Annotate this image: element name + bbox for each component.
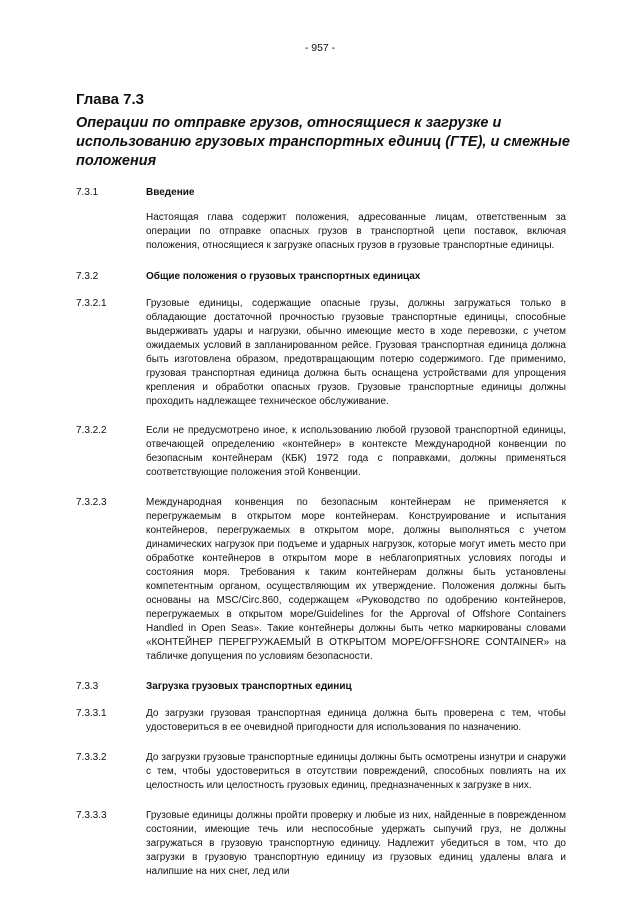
page-number: - 957 - <box>304 42 336 54</box>
paragraph-number: 7.3.3.2 <box>76 752 107 763</box>
paragraph <box>76 424 566 480</box>
paragraph <box>76 211 566 253</box>
paragraph <box>76 751 566 793</box>
paragraph-text: До загрузки грузовая транспортная единица должна быть проверена с тем, чтобы удостовериться в ее очевидной пригодности для использования по назначению. <box>146 708 566 733</box>
chapter-heading: Глава 7.3 <box>76 91 145 108</box>
chapter-title: Операции по отправке грузов, относящиеся к загрузке и использованию грузовых транспортных единиц (ГТЕ), и смежные положения <box>76 115 570 169</box>
paragraph-number: 7.3.3.1 <box>76 708 107 719</box>
paragraph <box>76 707 566 735</box>
paragraph-text: Грузовые единицы, содержащие опасные грузы, должны загружаться только в обладающие достаточной прочностью грузовые транспортные единицы, способные выдерживать удары и нагрузки, обычно имеющие место в ходе перевозки, с учетом ожидаемых условий в запланированном рейсе. Грузовая транспортная единица должна быть изготовлена образом, предотвращающим потерю содержимого. Где применимо, грузовая транспортная единица должна быть оснащена устройствами для упрощения крепления и обработки опасных грузов. Грузовые транспортные единицы должны проходить надлежащее техническое обслуживание. <box>146 298 566 407</box>
paragraph <box>76 297 566 409</box>
section-heading <box>76 680 566 694</box>
paragraph-number: 7.3.2.1 <box>76 298 107 309</box>
paragraph-text: Международная конвенция по безопасным контейнерам не применяется к перегружаемым в открытом море контейнерам. Конструирование и испытания контейнеров, перегружаемых в открытом море, должны выполняться с учетом динамических нагрузок при подъеме и ударных нагрузок, которые могут иметь место при обработке контейнеров в открытом море в неблагоприятных условиях погоды и состояния моря. Требования к таким контейнерам должны быть установлены компетентным органом, осуществляющим их утверждение. Положения должны быть основаны на MSC/Circ.860, содержащем «Руководство по одобрению контейнеров, перегружаемых в открытом море/Guidelines for the Approval of Offshore Containers Handled in Open Seas». Такие контейнеры должны быть четко маркированы словами «КОНТЕЙНЕР ПЕРЕГРУЖАЕМЫЙ В ОТКРЫТОМ МОРЕ/OFFSHORE CONTAINER» на табличке допущения по условиям безопасности. <box>146 497 566 662</box>
paragraph <box>76 809 566 879</box>
paragraph-text: Грузовые единицы должны пройти проверку и любые из них, найденные в поврежденном состоянии, имеющие течь или неспособные удержать сыпучий груз, не должны загружаться в грузовую транспортную единицу. Надлежит убедиться в том, что до загрузки в грузовую транспортную единицу из грузовых единиц удалены влага и налипшие на них снег, лед или <box>146 810 566 877</box>
section-number: 7.3.3 <box>76 681 99 692</box>
paragraph-text: Если не предусмотрено иное, к использованию любой грузовой транспортной единицы, отвечающей определению «контейнер» в контексте Международной конвенции по безопасным контейнерам (КБК) 1972 года с поправками, должны применяться соответствующие положения этой Конвенции. <box>146 425 566 478</box>
document-body <box>76 186 566 879</box>
section-heading-text: Общие положения о грузовых транспортных единицах <box>146 271 421 282</box>
section-heading-text: Загрузка грузовых транспортных единиц <box>146 681 352 692</box>
section-heading <box>76 186 566 200</box>
section-number: 7.3.1 <box>76 187 99 198</box>
paragraph-number: 7.3.3.3 <box>76 810 107 821</box>
paragraph-number: 7.3.2.2 <box>76 425 107 436</box>
paragraph-text: Настоящая глава содержит положения, адресованные лицам, ответственным за операции по отправке опасных грузов в транспортной цепи поставок, включая положения, относящиеся к загрузке опасных грузов в грузовые транспортные единицы. <box>146 212 566 251</box>
section-heading <box>76 270 566 284</box>
section-number: 7.3.2 <box>76 271 99 282</box>
paragraph-number: 7.3.2.3 <box>76 497 107 508</box>
section-heading-text: Введение <box>146 187 195 198</box>
paragraph-text: До загрузки грузовые транспортные единицы должны быть осмотрены изнутри и снаружи с тем, чтобы удостовериться в отсутствии повреждений, способных повлиять на их целостность или целостность грузовых единиц, предназначенных к загрузке в них. <box>146 752 566 791</box>
paragraph <box>76 496 566 664</box>
